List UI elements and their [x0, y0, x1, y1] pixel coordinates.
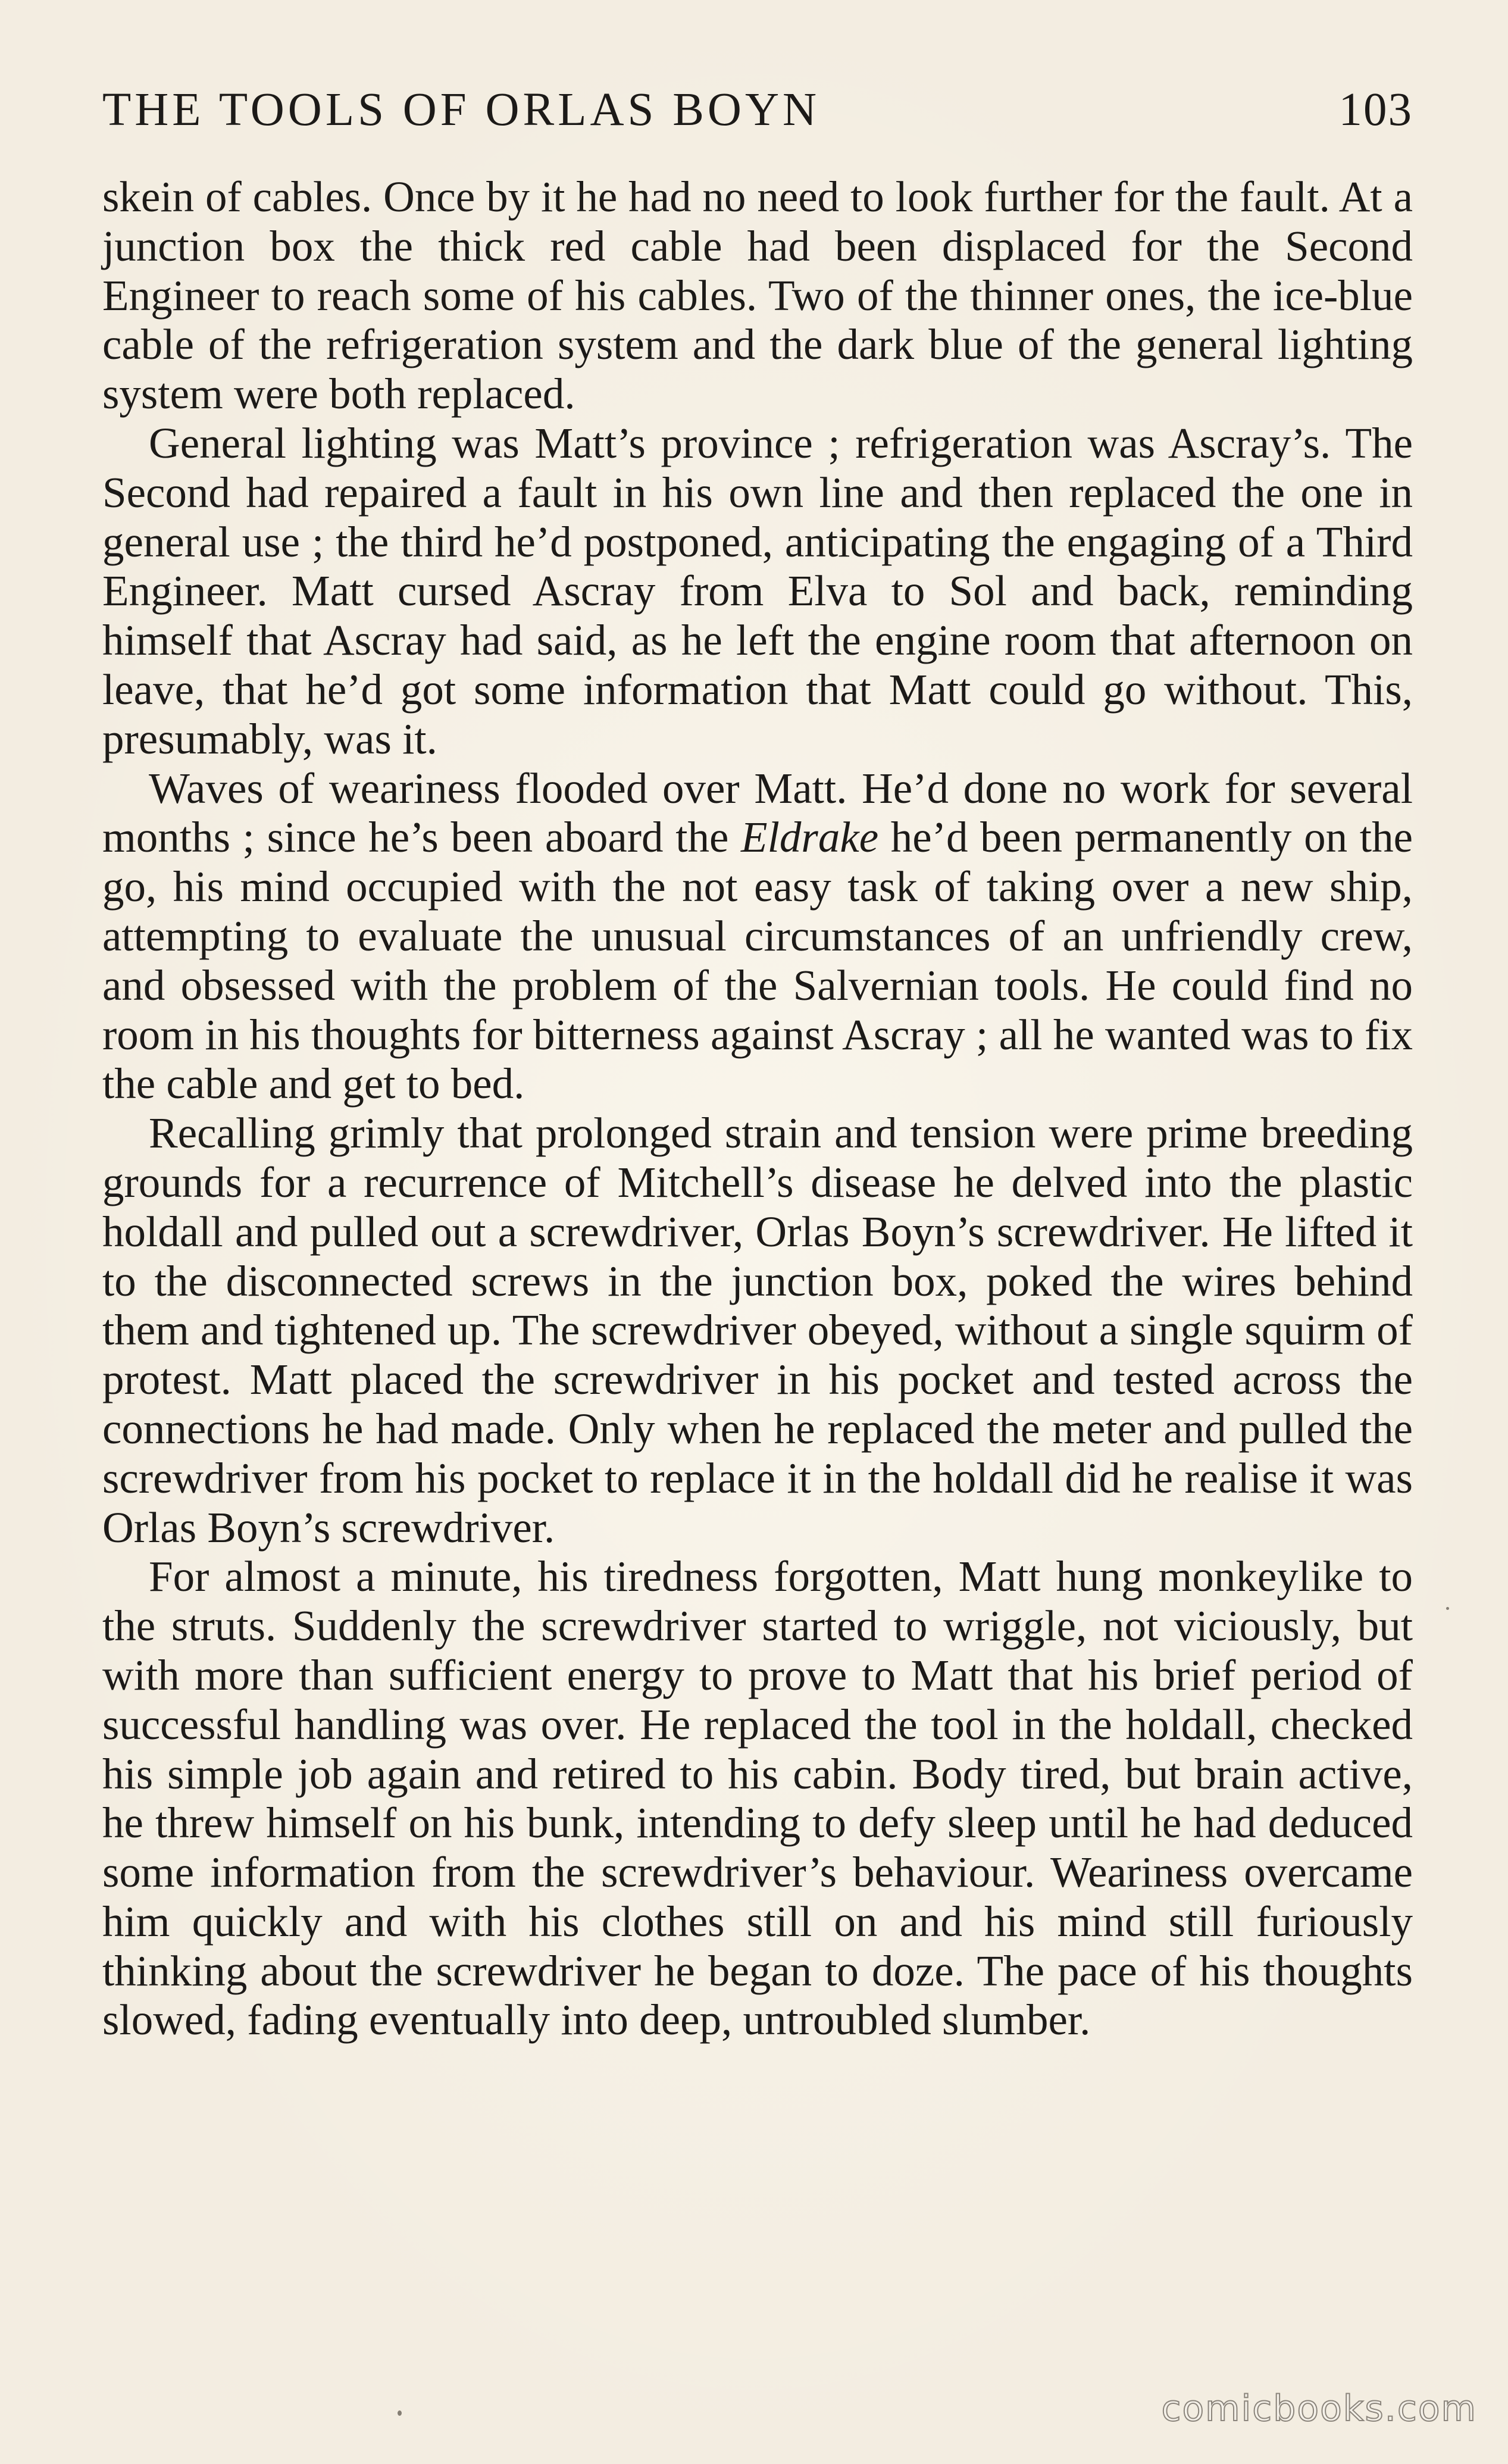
paragraph-3-part-2: he’d been permanently on the go, his mind occupied with the not easy task of taking over a new ship, attempting to evaluate the unusual circumstances of an unfriendly crew, and obsessed with the problem of the Salvernian tools. He could find no room in his thoughts for bitterness against Ascray ; all he wanted was to fix the cable and get to bed. — [102, 813, 1413, 1108]
paragraph-3 — [102, 764, 1413, 1109]
page-number: 103 — [1338, 84, 1413, 136]
print-speck — [398, 2410, 402, 2416]
page-header — [102, 77, 1413, 143]
watermark: comicbooks.com — [1161, 2388, 1477, 2429]
paragraph-4: Recalling grimly that prolonged strain and tension were prime breeding grounds for a recurrence of Mitchell’s disease he delved into the plastic holdall and pulled out a screwdriver, Orlas Boyn’s screwdriver. He lifted it to the disconnected screws in the junction box, poked the wires behind them and tightened up. The screwdriver obeyed, without a single squirm of protest. Matt placed the screwdriver in his pocket and tested across the connections he had made. Only when he replaced the meter and pulled the screwdriver from his pocket to replace it in the holdall did he realise it was Orlas Boyn’s screwdriver. — [102, 1109, 1413, 1552]
paragraph-5: For almost a minute, his tiredness forgotten, Matt hung monkeylike to the struts. Suddenly the screwdriver started to wriggle, not viciously, but with more than sufficient energy to prove to Matt that his brief period of successful handling was over. He replaced the tool in the holdall, checked his simple job again and retired to his cabin. Body tired, but brain active, he threw himself on his bunk, intending to defy sleep until he had deduced some information from the screwdriver’s behaviour. Weariness overcame him quickly and with his clothes still on and his mind still furiously thinking about the screwdriver he began to doze. The pace of his thoughts slowed, fading eventually into deep, untroubled slumber. — [102, 1552, 1413, 2044]
running-head: THE TOOLS OF ORLAS BOYN — [102, 84, 821, 136]
body-text — [102, 173, 1413, 2045]
print-speck — [1446, 1607, 1449, 1610]
paragraph-1: skein of cables. Once by it he had no need to look further for the fault. At a junction box the thick red cable had been displaced for the Second Engineer to reach some of his cables. Two of the thinner ones, the ice-blue cable of the refrigeration system and the dark blue of the general lighting system were both replaced. — [102, 173, 1413, 418]
ship-name: Eldrake — [741, 813, 879, 862]
paragraph-3-part-1: Waves of weariness flooded over Matt. He’d done no work for several months ; since he’s been aboard the — [102, 764, 1413, 862]
paragraph-2: General lighting was Matt’s province ; refrigeration was Ascray’s. The Second had repaired a fault in his own line and then replaced the one in general use ; the third he’d postponed, anticipating the engaging of a Third Engineer. Matt cursed Ascray from Elva to Sol and back, reminding himself that Ascray had said, as he left the engine room that afternoon on leave, that he’d got some information that Matt could go without. This, presumably, was it. — [102, 418, 1413, 763]
